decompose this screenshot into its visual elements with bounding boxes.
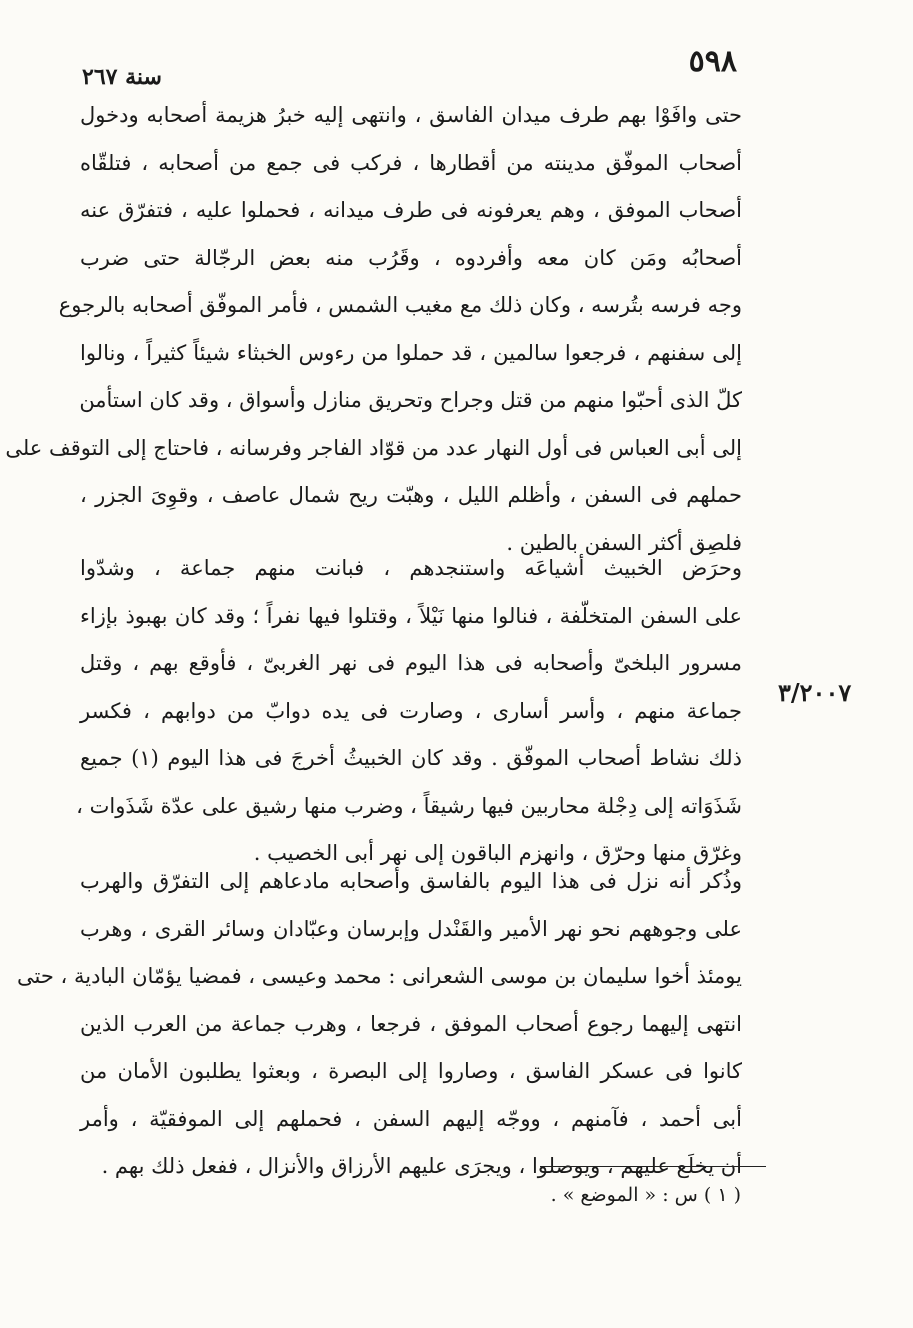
footnote-divider xyxy=(540,1166,766,1167)
text-line: يومئذ أخوا سليمان بن موسى الشعرانى : محمد وعيسى ، فمضيا يؤمّان البادية ، حتى xyxy=(17,964,742,988)
text-line: جماعة منهم ، وأسر أسارى ، وصارت فى يده دوابّ من دوابهم ، فكسر xyxy=(80,698,742,723)
text-line: وذُكر أنه نزل فى هذا اليوم بالفاسق وأصحابه مادعاهم إلى التفرّق والهرب xyxy=(80,869,742,893)
margin-reference: ٣/٢٠٠٧ xyxy=(778,678,852,707)
text-line: إلى أبى العباس فى أول النهار عدد من قوّاد الفاجر وفرسانه ، فاحتاج إلى التوقف على xyxy=(5,435,742,460)
paragraph-3 xyxy=(17,858,742,1191)
text-line: مسرور البلخىّ وأصحابه فى هذا اليوم فى نهر الغربىّ ، فأوقع بهم ، وقتل xyxy=(80,651,742,675)
text-line: أصحابُه ومَن كان معه وأفردوه ، وقَرُب منه بعض الرجّالة حتى ضرب xyxy=(80,245,742,270)
text-line: إلى سفنهم ، فرجعوا سالمين ، قد حملوا من رءوس الخبثاء شيئاً كثيراً ، ونالوا xyxy=(80,340,742,365)
text-line: أصحاب الموفّق مدينته من أقطارها ، فركب فى جمع من أصحابه ، فتلقّاه xyxy=(80,150,742,175)
text-line: أبى أحمد ، فآمنهم ، ووجّه إليهم السفن ، فحملهم إلى الموفقيّة ، وأمر xyxy=(80,1106,742,1131)
paragraph-2 xyxy=(76,545,742,878)
footnote: ( ١ ) س : « الموضع » . xyxy=(550,1184,741,1206)
text-line: على وجوههم نحو نهر الأمير والقَنْدل وإبرسان وعبّادان وسائر القرى ، وهرب xyxy=(80,916,742,941)
text-line: حتى وافَوْا بهم طرف ميدان الفاسق ، وانتهى إليه خبرُ هزيمة أصحابه ودخول xyxy=(80,103,742,127)
text-line: ذلك نشاط أصحاب الموفّق . وقد كان الخبيثُ أخرجَ فى هذا اليوم (١) جميع xyxy=(80,746,742,770)
running-header-year: سنة ٢٦٧ xyxy=(82,64,162,90)
text-line: حملهم فى السفن ، وأظلم الليل ، وهبّت ريح شمال عاصف ، وقوِىَ الجزر ، xyxy=(80,483,742,507)
text-line: على السفن المتخلّفة ، فنالوا منها نَيْلاً ، وقتلوا فيها نفراً ؛ وقد كان بهبوذ بإزاء xyxy=(80,603,742,628)
page-number: ٥٩٨ xyxy=(688,44,737,79)
text-line: أصحاب الموفق ، وهم يعرفونه فى طرف ميدانه ، فحملوا عليه ، فتفرّق عنه xyxy=(80,198,742,222)
paragraph-1 xyxy=(5,92,742,567)
text-line: أن يخلَع عليهم ، ويوصلوا ، ويجرَى عليهم الأرزاق والأنزال ، ففعل ذلك بهم . xyxy=(101,1154,742,1178)
text-line: شَذَوَاته إلى دِجْلة محاربين فيها رشيقاً ، وضرب منها رشيق على عدّة شَذَوات ، xyxy=(76,793,742,818)
text-line: انتهى إليهما رجوع أصحاب الموفق ، فرجعا ، وهرب جماعة من العرب الذين xyxy=(80,1011,742,1036)
text-line: وغرّق منها وحرّق ، وانهزم الباقون إلى نهر أبى الخصيب . xyxy=(253,841,742,865)
text-line: وحرَض الخبيث أشياعَه واستنجدهم ، فبانت منهم جماعة ، وشدّوا xyxy=(80,556,742,580)
text-line: وجه فرسه بتُرسه ، وكان ذلك مع مغيب الشمس ، فأمر الموفّق أصحابه بالرجوع xyxy=(58,293,742,317)
text-line: كانوا فى عسكر الفاسق ، وصاروا إلى البصرة ، وبعثوا يطلبون الأمان من xyxy=(80,1059,742,1083)
text-line: فلصِق أكثر السفن بالطين . xyxy=(506,530,742,555)
text-line: كلّ الذى أحبّوا منهم من قتل وجراح وتحريق منازل وأسواق ، وقد كان استأمن xyxy=(79,388,742,412)
